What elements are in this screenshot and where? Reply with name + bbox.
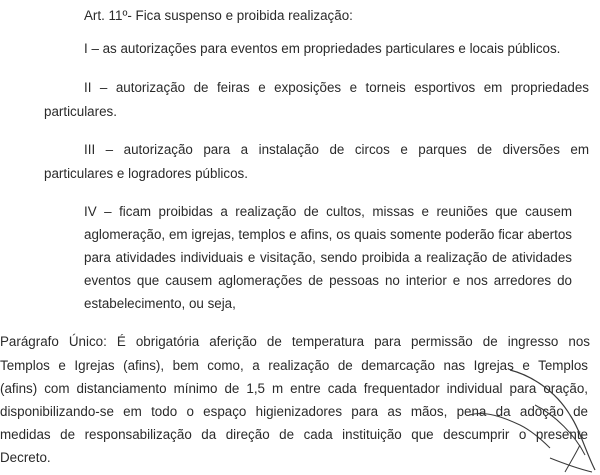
paragrafo-unico-line-4: disponibilizando-se em todo o espaço higienizadores para as mãos, pena da adoção de — [0, 404, 588, 419]
item-i: I – as autorizações para eventos em propriedades particulares e locais públicos. — [84, 41, 561, 56]
item-iii-line-1: III – autorização para a instalação de circos e parques de diversões em — [84, 142, 589, 157]
article-heading: Art. 11º- Fica suspenso e proibida realização: — [84, 8, 353, 23]
item-iv-line-2: aglomeração, em igrejas, templos e afins, os quais somente poderão ficar abertos — [84, 227, 572, 242]
item-iv-line-1: IV – ficam proibidas a realização de cultos, missas e reuniões que causem — [84, 204, 572, 219]
paragrafo-unico-line-5: medidas de responsabilização da direção de cada instituição que descumprir o presente — [0, 427, 588, 442]
item-iv-line-4: eventos que causem aglomerações de pessoas no interior e nos arredores do — [84, 273, 572, 288]
paragrafo-unico-line-6: Decreto. — [0, 450, 51, 465]
item-iii-line-2: particulares e logradores públicos. — [44, 166, 248, 181]
paragrafo-unico-line-3: (afins) com distanciamento mínimo de 1,5 m entre cada frequentador individual para oração, — [0, 381, 588, 396]
paragrafo-unico-line-1: Parágrafo Único: É obrigatória aferição de temperatura para permissão de ingresso nos — [0, 334, 590, 349]
item-iv-line-3: para atividades individuais e visitação, sendo proibida a realização de atividades — [84, 250, 572, 265]
item-iv-line-5: estabelecimento, ou seja, — [84, 296, 236, 311]
item-ii-line-2: particulares. — [44, 104, 117, 119]
item-ii-line-1: II – autorização de feiras e exposições e torneis esportivos em propriedades — [84, 80, 589, 95]
paragrafo-unico-line-2: Templos e Igrejas (afins), bem como, a realização de demarcação nas Igrejas e Templos — [0, 358, 588, 373]
